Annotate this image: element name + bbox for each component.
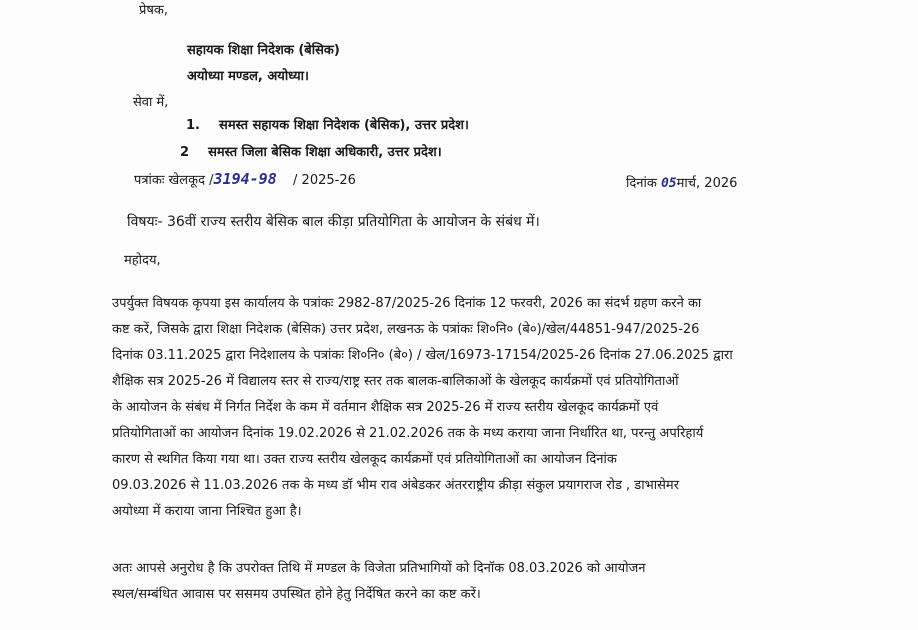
from-label: प्रेषक, xyxy=(139,3,169,18)
body-line: शैक्षिक सत्र 2025-26 में विद्यालय स्तर से राज्य/राष्ट्र स्तर तक बालक-बालिकाओं के खेलकूद कार्यक्रमों एवं प्रतियोगिताओं xyxy=(112,374,679,389)
body-line: 09.03.2026 से 11.03.2026 तक के मध्य डॉ भीम राव अंबेडकर अंतरराष्ट्रीय क्रीड़ा संकुल प्रयागराज रोड , डाभासेमर xyxy=(112,478,680,493)
body-line: उपर्युक्त विषयक कृपया इस कार्यालय के पत्रांकः 2982-87/2025-26 दिनांक 12 फरवरी, 2026 का संदर्भ ग्रहण करने का xyxy=(112,296,702,311)
recipient-number: 1. xyxy=(186,118,200,133)
body-line: कारण से स्थगित किया गया था। उक्त राज्य स्तरीय खेलकूद कार्यक्रमों एवं प्रतियोगिताओं का आयोजन दिनांक xyxy=(112,452,617,467)
sender-office: अयोध्या मण्डल, अयोध्या। xyxy=(187,69,309,84)
reference-suffix: / 2025-26 xyxy=(293,173,356,188)
body-paragraph xyxy=(112,291,795,525)
salutation: महोदय, xyxy=(124,253,161,268)
request-paragraph xyxy=(112,556,795,608)
subject-line: विषयः- 36वीं राज्य स्तरीय बेसिक बाल कीड़ा प्रतियोगिता के आयोजन के संबंध में। xyxy=(127,214,540,230)
to-label: सेवा में, xyxy=(133,95,169,110)
recipient-2 xyxy=(180,144,442,162)
date-handwritten: 05 xyxy=(660,176,677,191)
reference-number xyxy=(134,170,356,190)
request-line: अतः आपसे अनुरोध है कि उपरोक्त तिथि में मण्डल के विजेता प्रतिभागियों को दिनॉक 08.03.2026 को आयोजन xyxy=(112,561,646,576)
recipient-number: 2 xyxy=(180,145,190,160)
reference-handwritten: 3194-98 xyxy=(213,170,277,188)
body-line: के आयोजन के संबंध में निर्गत निर्देश के कम में वर्तमान शैक्षिक सत्र 2025-26 में राज्य स्तरीय खेलकूद कार्यक्रमों एवं xyxy=(112,400,659,415)
sender-title: सहायक शिक्षा निदेशक (बेसिक) xyxy=(187,43,340,58)
recipient-1 xyxy=(186,117,469,135)
recipient-text: समस्त सहायक शिक्षा निदेशक (बेसिक), उत्तर प्रदेश। xyxy=(219,118,469,133)
letter-date xyxy=(626,175,737,193)
body-line: अयोध्या में कराया जाना निश्चित हुआ है। xyxy=(112,504,302,519)
cut-off-text-line xyxy=(104,622,254,630)
recipient-text: समस्त जिला बेसिक शिक्षा अधिकारी, उत्तर प्रदेश। xyxy=(208,145,442,160)
body-line: प्रतियोगिताओं का आयोजन दिनांक 19.02.2026 से 21.02.2026 तक के मध्य कराया जाना निर्धारित था, परन्तु अपरिहार्य xyxy=(112,426,704,441)
body-line: कष्ट करें, जिसके द्वारा शिक्षा निदेशक (बेसिक) उत्तर प्रदेश, लखनऊ के पत्रांकः शि०नि० (बे०)/खेल/44851-947/2025-26 xyxy=(112,322,700,337)
body-line: दिनांक 03.11.2025 द्वारा निदेशालय के पत्रांकः शि०नि० (बे०) / खेल/16973-17154/2025-26 दिनांक 27.06.2025 द्वारा xyxy=(112,348,733,363)
date-suffix: मार्च, 2026 xyxy=(676,176,738,191)
date-prefix: दिनांक xyxy=(626,176,657,191)
request-line: स्थल/सम्बंधित आवास पर ससमय उपस्थित होने हेतु निर्देषित करने का कष्ट करें। xyxy=(112,587,481,602)
reference-prefix: पत्रांकः खेलकूद / xyxy=(134,173,214,188)
